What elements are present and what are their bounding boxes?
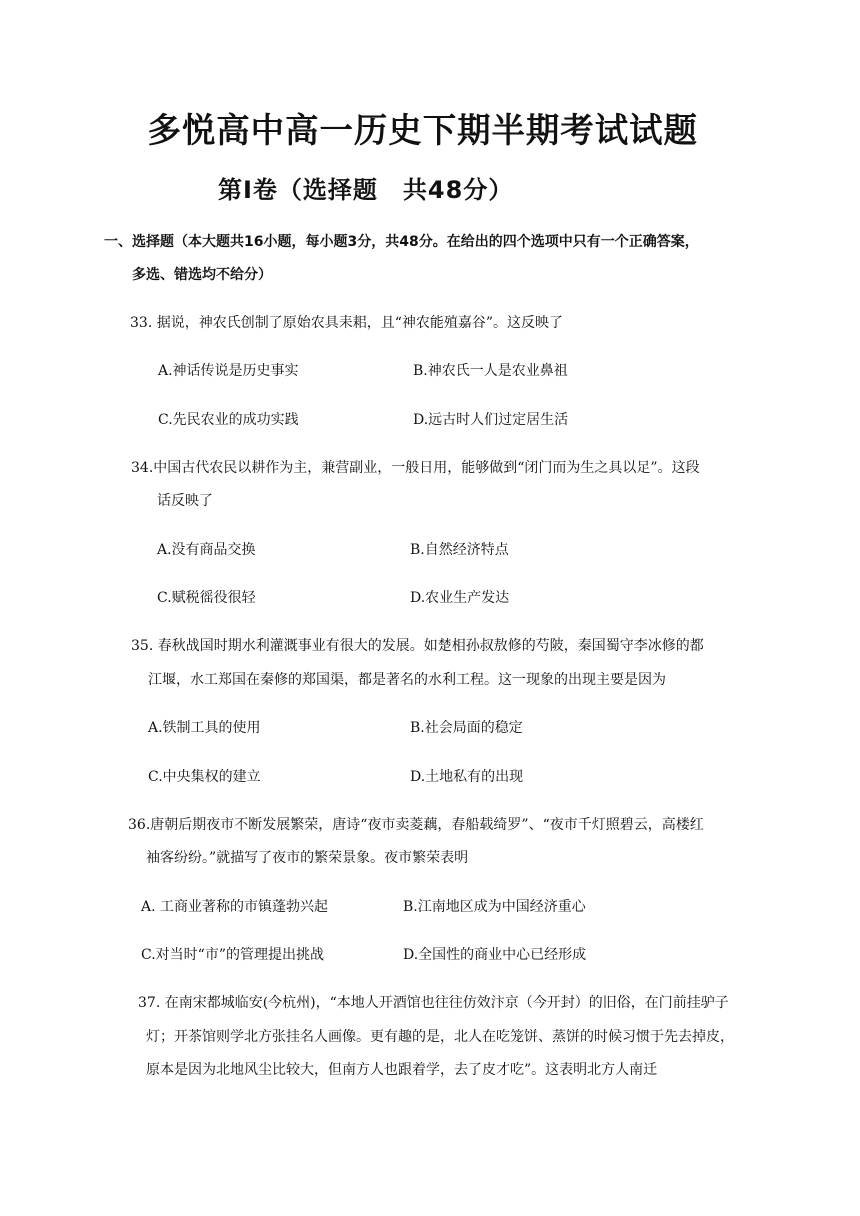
question-35-text-line2: 江堰，水工郑国在秦修的郑国渠，都是著名的水利工程。这一现象的出现主要是因为 bbox=[148, 672, 666, 688]
question-35-option-b: B.社会局面的稳定 bbox=[410, 720, 523, 736]
question-34-text-line2: 话反映了 bbox=[157, 493, 213, 509]
question-37-text-line3: 原本是因为北地风尘比较大，但南方人也跟着学，去了皮才吃”。这表明北方人南迁 bbox=[146, 1062, 658, 1078]
question-33-option-d: D.远古时人们过定居生活 bbox=[413, 412, 569, 428]
question-34-option-b: B.自然经济特点 bbox=[410, 542, 509, 558]
question-34-option-d: D.农业生产发达 bbox=[410, 590, 510, 606]
question-33-option-b: B.神农氏一人是农业鼻祖 bbox=[413, 363, 568, 379]
question-34-text-line1: 34.中国古代农民以耕作为主，兼营副业，一般日用，能够做到“闭门而为生之具以足”。这段 bbox=[131, 460, 700, 476]
question-33-option-c: C.先民农业的成功实践 bbox=[158, 412, 299, 428]
question-33-text: 33. 据说，神农氏创制了原始农具耒耜，且“神农能殖嘉谷”。这反映了 bbox=[130, 315, 564, 331]
question-36-option-c: C.对当时“市”的管理提出挑战 bbox=[141, 947, 324, 963]
question-36-option-b: B.江南地区成为中国经济重心 bbox=[403, 899, 586, 915]
question-36-text-line1: 36.唐朝后期夜市不断发展繁荣，唐诗“夜市卖菱藕，春船载绮罗”、“夜市千灯照碧云，高楼红 bbox=[128, 817, 704, 833]
question-35-text-line1: 35. 春秋战国时期水利灌溉事业有很大的发展。如楚相孙叔敖修的芍陂，秦国蜀守李冰修的都 bbox=[131, 638, 704, 654]
question-35-option-a: A.铁制工具的使用 bbox=[148, 720, 261, 736]
question-37-text-line2: 灯；开茶馆则学北方张挂名人画像。更有趣的是，北人在吃笼饼、蒸饼的时候习惯于先去掉皮， bbox=[146, 1029, 734, 1045]
question-36-option-d: D.全国性的商业中心已经形成 bbox=[403, 947, 587, 963]
question-35-option-c: C.中央集权的建立 bbox=[148, 769, 261, 785]
question-36-text-line2: 袖客纷纷。”就描写了夜市的繁荣景象。夜市繁荣表明 bbox=[146, 850, 469, 866]
question-36-option-a: A. 工商业著称的市镇蓬勃兴起 bbox=[141, 899, 329, 915]
exam-title: 多悦高中高一历史下期半期考试试题 bbox=[147, 111, 698, 151]
question-34-option-a: A.没有商品交换 bbox=[157, 542, 256, 558]
question-37-text-line1: 37. 在南宋都城临安(今杭州)，“本地人开酒馆也往往仿效汴京（今开封）的旧俗，在门前挂驴子 bbox=[138, 995, 729, 1011]
section-instructions-line1: 一、选择题（本大题共16小题，每小题3分，共48分。在给出的四个选项中只有一个正确答案， bbox=[104, 234, 699, 250]
question-33-option-a: A.神话传说是历史事实 bbox=[158, 363, 299, 379]
question-34-option-c: C.赋税徭役很轻 bbox=[157, 590, 256, 606]
part-heading: 第Ⅰ卷（选择题 共48分） bbox=[218, 176, 514, 204]
question-35-option-d: D.土地私有的出现 bbox=[410, 769, 524, 785]
section-instructions-line2: 多选、错选均不给分） bbox=[132, 267, 272, 283]
